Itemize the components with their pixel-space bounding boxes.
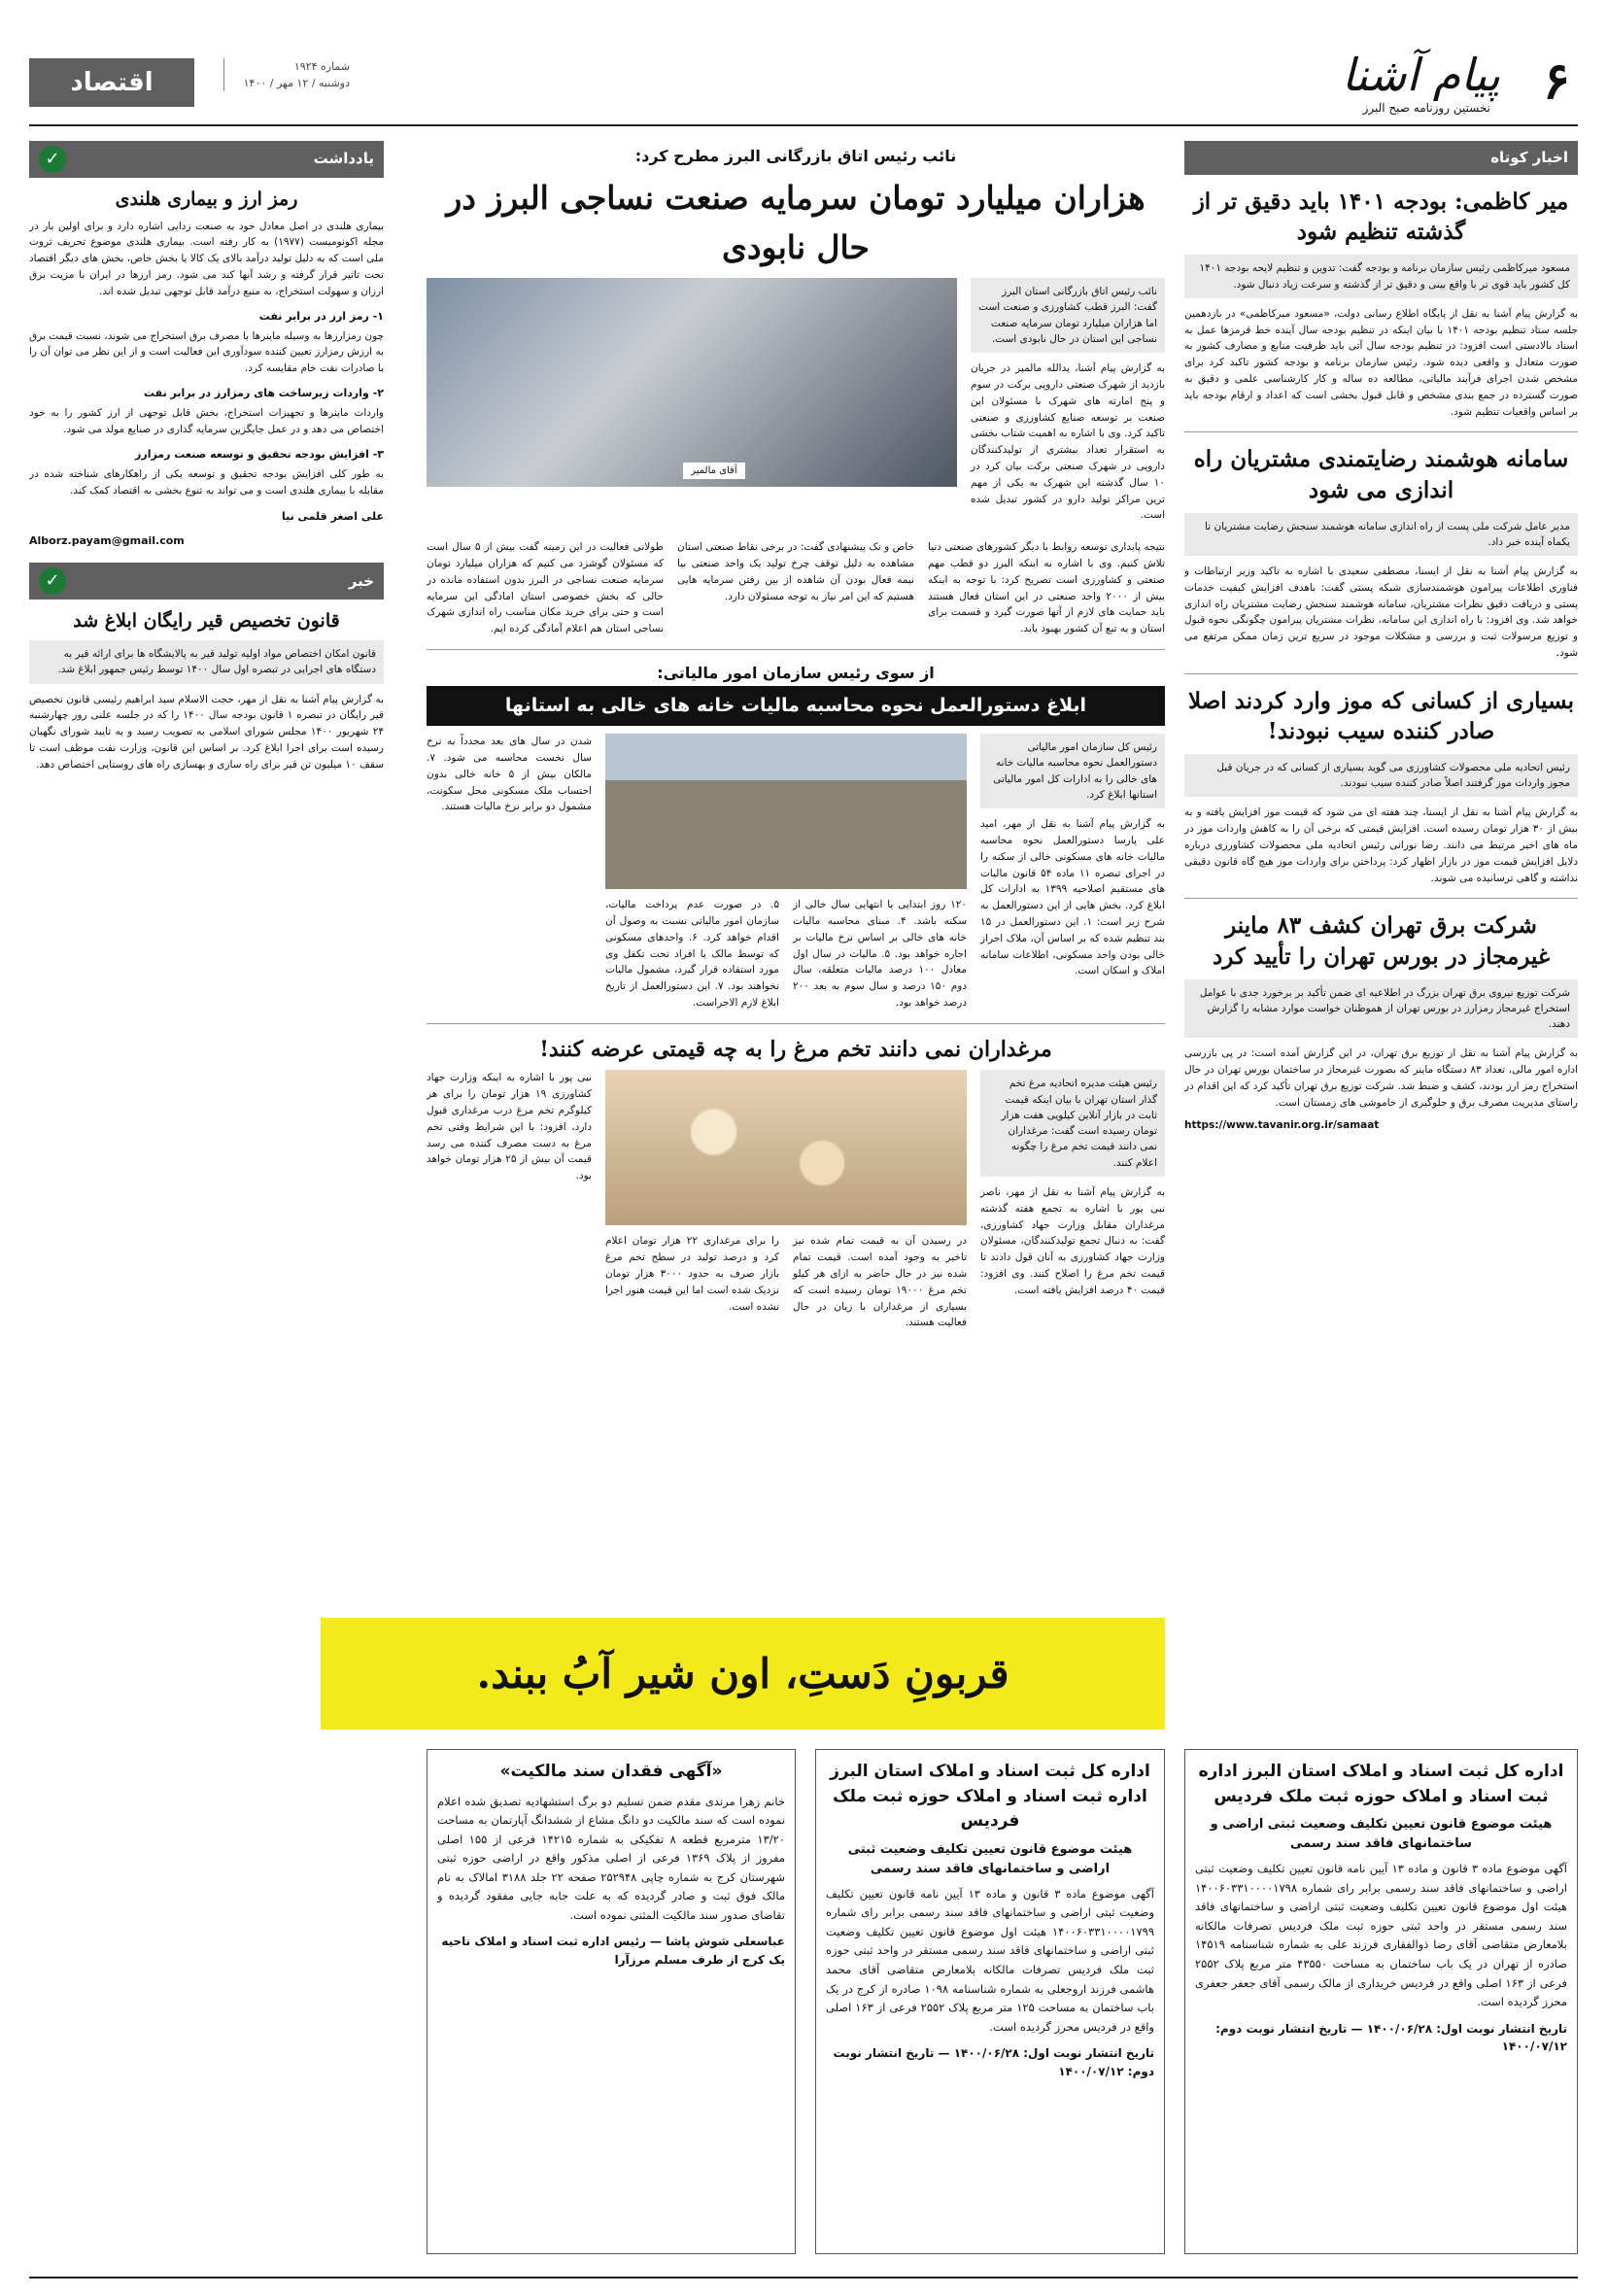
note-body: بیماری هلندی در اصل معادل خود به صنعت زدایی اشاره دارد و برای اولین بار در مجله اکونومیست (۱۹۷۷) به کار رفته است. بیماری هلندی موضوع تحریف ثروت ملی است که به دلیل تولید درآمد بالای یک کالا یا بخش خاص، بخش های دیگر اقتصاد تحت تاثیر قرار گرفته و رشد آنها کند می شود. رمز ارزها در ایران با مزیت برق ارزان و سهولت استخراج، به منبع درآمد قابل توجهی تبدیل شده اند. bbox=[29, 220, 384, 297]
body: به گزارش پیام آشنا به نقل از ایسنا، چند هفته ای می شود که قیمت موز افزایش یافته و به بیش از ۳۰ هزار تومان رسیده است. افزایش قیمتی که برخی آن را به کاهش واردات موز در ماه های اخیر مرتبط می دانند. رضا نورانی رئیس اتحادیه ملی محصولات کشاورزی درباره دلایل افزایش قیمت موز در بازار اظهار کرد: پرداختن برای واردات موز هیچ گاه قانون دقیقی نداشته و گاهی ترسانیده می شوند. bbox=[1184, 806, 1578, 884]
check-icon: ✓ bbox=[39, 567, 66, 595]
headline: مرغداران نمی دانند تخم مرغ را به چه قیمتی عرضه کنند! bbox=[539, 1036, 1052, 1062]
notice-signature: عباسعلی شوش پاشا — رئیس اداره ثبت اسناد و املاک ناحیه یک کرج از طرف مسلم مرزآرا bbox=[441, 1935, 785, 1967]
news-banana bbox=[1184, 686, 1578, 887]
newspaper-logo: پیام آشنا bbox=[1341, 49, 1500, 101]
notice-body: آگهی موضوع ماده ۳ قانون و ماده ۱۳ آیین نامه قانون تعیین تکلیف وضعیت ثبتی اراضی و ساختمانهای فاقد سند رسمی برابر رای شماره ۱۴۰۰۶۰۳۳۱۰۰۰۰۱۷۹۹ هیئت اول موضوع قانون تعیین تکلیف وضعیت ثبتی اراضی و ساختمانهای فاقد سند رسمی مستقر در واحد ثبتی حوزه ثبت ملک فردیس تصرفات مالکانه بلامعارض متقاضی آقای محمد هاشمی فرزند اروجعلی به شماره شناسنامه ۱۰۹۸ صادره از کرج در یک باب ساختمان به مساحت ۱۲۵ متر مربع پلاک ۲۵۵۲ فرعی از ۱۶۳ اصلی واقع در فردیس محرز گردیده است. bbox=[826, 1886, 1154, 2034]
note-item-heading: ۲- واردات زیرساخت های رمزارز در برابر نفت bbox=[144, 387, 384, 400]
water-saving-ad: قربونِ دَستِ، اون شیر آبُ ببند. bbox=[321, 1618, 1165, 1730]
notice-dates: تاریخ انتشار نوبت اول: ۱۴۰۰/۰۶/۲۸ — تاریخ انتشار نوبت دوم: ۱۴۰۰/۰۷/۱۲ bbox=[1215, 2021, 1567, 2054]
body: به گزارش پیام آشنا به نقل از پایگاه اطلاع رسانی دولت، «مسعود میرکاظمی» در بازدهمین جلسه ستاد تنظیم بودجه ۱۴۰۱ با بیان اینکه در تنظیم بودجه سال آینده خط قرمزها عمل به اسناد بالادستی است افزود: در تنظیم بودجه سال آتی باید ظرفیت منابع و مصارف کشور به صورت متعادل و واقعی دیده شود. رئیس سازمان برنامه و بودجه کشور تاکید کرد برای مشخص شدن اجرای فرآیند مالیاتی، مطالعه ده ساله و کار کارشناسی علمی و دقیق به صورت گسترده در جمع بندی مشخص و قابل قبول بخشی است که اعداد و ارقام بودجه باید بر اساس واقعیات تنظیم شود. bbox=[1184, 307, 1578, 418]
lead: شرکت توزیع نیروی برق تهران بزرگ در اطلاعیه ای ضمن تأکید بر برخورد جدی با عوامل استخراج غیرمجاز رمزارز در بورس تهران از هموطنان خواست موارد مشابه را گزارش دهند. bbox=[1184, 979, 1578, 1039]
issue-info bbox=[223, 58, 350, 91]
body-col: نتیجه پایداری توسعه روابط با دیگر کشورهای صنعتی دنیا تلاش کنیم. وی با اشاره به اینکه البرز دو قطب مهم صنعتی و کشاورزی است تصریح کرد: با توجه به اینکه بیش از ۲۰۰۰ واحد صنعتی در این استان فعال هستند باید حمایت های لازم از آنها صورت گیرد و قسمت برای استان و به تبع آن کشور بهبود یابد. bbox=[928, 541, 1165, 635]
lead: نائب رئیس اتاق بازرگانی استان البرز گفت: البرز قطب کشاورزی و صنعت است اما هزاران میلیارد تومان سرمایه صنعت نساجی این استان در حال نابودی است. bbox=[971, 278, 1165, 353]
headline: هزاران میلیارد تومان سرمایه صنعت نساجی البرز در حال نابودی bbox=[446, 178, 1145, 266]
note-item-text: واردات ماینرها و تجهیزات استخراج، بخش قابل توجهی از ارز کشور را به خود اختصاص می دهد و در عمل جایگزین سرمایه گذاری در صنایع مولد می شود. bbox=[29, 407, 384, 435]
news-budget bbox=[1184, 187, 1578, 420]
news-body: به گزارش پیام آشنا به نقل از مهر، حجت الاسلام سید ابراهیم رئیسی قانون تخصیص قیر رایگان در تبصره ۱ قانون بودجه سال ۱۴۰۰ را که در جلسه علنی روز چهارشنبه ۲۴ شهریور ۱۴۰۰ مجلس شورای اسلامی به تصویب رسید و به تایید شورای نگهبان رسیده است برای اجرا ابلاغ کرد. بر اساس این قانون، وزارت نفت موظف است تا سقف ۱۰ میلیون تن قیر برای راه سازی و بهسازی راه های روستایی اختصاص دهد. bbox=[29, 693, 384, 771]
notice-body: خانم زهرا مرندی مقدم ضمن تسلیم دو برگ استشهادیه تصدیق شده اعلام نموده است که سند مالکیت دو دانگ مشاع از ششدانگ آپارتمان به مساحت ۱۳/۲۰ مترمربع قطعه ۸ تفکیکی به شماره ۱۴۲۱۵ فرعی از ۱۵۵ اصلی مفروز از پلاک ۱۳۶۹ فرعی از اصلی مذکور واقع در اراضی حوزه ثبتی شهرستان کرج به شماره چاپی ۲۵۲۹۴۸ صفحه ۲۲ جلد ۳۱۸۸ امالاک به نام مالک فوق ثبت و صادر گردیده که به علت جابه جایی مفقود گردیده و تقاضای صدور سند مالکیت المثنی نموده است. bbox=[437, 1794, 785, 1922]
body-col: را برای مرغداری ۲۲ هزار تومان اعلام کرد و درصد تولید در سطح تخم مرغ بازار صرف به حدود ۳۰۰۰ هزار تومان نزدیک شده است اما این قیمت هنوز اجرا نشده است. bbox=[605, 1235, 779, 1313]
body-col: ۱۲۰ روز ابتدایی یا انتهایی سال خالی از سکنه باشد. ۴. مبنای محاسبه مالیات خانه های خالی بر اساس نرخ مالیات بر اجاره خواهد بود. ۵. مالیات در سال اول معادل ۱۰۰ درصد مالیات متعلقه، سال دوم ۱۵۰ درصد و سال سوم به بعد ۲۰۰ درصد خواهد بود. bbox=[793, 899, 968, 1009]
notice-title: اداره کل ثبت اسناد و املاک استان البرز اداره ثبت اسناد و املاک حوزه ثبت ملک فردیس bbox=[1198, 1762, 1564, 1806]
tagline: نخستین روزنامه صبح البرز bbox=[1362, 101, 1490, 115]
issue-number: شماره ۱۹۲۴ bbox=[293, 60, 350, 73]
notice-title: «آگهی فقدان سند مالکیت» bbox=[499, 1762, 723, 1781]
page-number: ۶ bbox=[1543, 51, 1570, 111]
body: به گزارش پیام آشنا به نقل از توزیع برق تهران، در این گزارش آمده است: در پی بازرسی اداره امور مالی، تعداد ۸۳ دستگاه ماینر که بصورت غیرمجاز در ساختمان بورس تهران در حال استخراج رمز ارز بودند، کشف و ضبط شد. شرکت توزیع برق تهران تأکید کرد که این اقدام در راستای مدیریت مصرف برق و جلوگیری از خاموشی های زمستان است. bbox=[1184, 1047, 1578, 1109]
body-col: خاص و نک پیشنهادی گفت: در برخی نقاط صنعتی استان مشاهده به دلیل توقف چرخ تولید یک واحد صنعتی بیا نیمه فعال بودن آن شاهده از بین رفتن سرمایه هایی هستیم که این امر نیاز به توجه مسئولان دارد. bbox=[677, 541, 914, 602]
notice-title: اداره کل ثبت اسناد و املاک استان البرز اداره ثبت اسناد و املاک حوزه ثبت ملک فردیس bbox=[830, 1762, 1150, 1831]
headline: میر کاظمی: بودجه ۱۴۰۱ باید دقیق تر از گذشته تنظیم شود bbox=[1193, 188, 1569, 246]
short-news-column bbox=[1184, 141, 1578, 1608]
kicker: نائب رئیس اتاق بازرگانی البرز مطرح کرد: bbox=[634, 147, 957, 165]
news-lead: قانون امکان اختصاص مواد اولیه تولید قیر به پالایشگاه ها برای ارائه قیر به دستگاه های اجرایی در تبصره اول سال ۱۴۰۰ توسط رئیس جمهور ابلاغ شد. bbox=[29, 640, 384, 684]
divider bbox=[427, 649, 1165, 650]
note-item bbox=[29, 308, 384, 377]
check-icon: ✓ bbox=[39, 146, 66, 173]
article-textile bbox=[427, 145, 1165, 637]
note-header-label: یادداشت bbox=[313, 150, 374, 168]
official-photo bbox=[427, 278, 957, 487]
link[interactable]: https://www.tavanir.org.ir/samaat bbox=[1184, 1118, 1380, 1131]
author: علی اصغر قلمی نیا bbox=[281, 510, 384, 524]
article-eggs bbox=[427, 1036, 1165, 1331]
note-header bbox=[29, 141, 384, 178]
lead: مدیر عامل شرکت ملی پست از راه اندازی سامانه هوشمند سنجش رضایت مشتریان تا یکماه آینده خبر داد. bbox=[1184, 513, 1578, 557]
body: به گزارش پیام آشنا به نقل از ایسنا، مصطفی سعیدی با اشاره به تاکید وزیر ارتباطات و فناوری اطلاعات پیرامون هوشمندسازی شبکه پستی گفت: باهدف افزایش کیفیت خدمات پستی و دریافت دقیق نظرات مشتریان، سامانه هوشمند سنجش رضایت مشتریان راه اندازی خواهد شد. وی افزود: با راه اندازی این سامانه، نظرات مشتریان پیرامون چگونگی نحوه قبول و توزیع مرسولات ثبت و بررسی و مشکلات موجود در سریع ترین زمان ممکن مرتفع می شود. bbox=[1184, 565, 1578, 660]
kicker: از سوی رئیس سازمان امور مالیاتی: bbox=[657, 663, 935, 682]
body-col: در رسیدن آن به قیمت تمام شده نیز تاخیر به وجود آمده است. قیمت تمام شده نیز در حال حاضر به ازای هر کیلو تخم مرغ ۱۹۰۰۰ تومان رسیده است که بسیاری از مرغداران با زیان در حال فعالیت هستند. bbox=[793, 1235, 968, 1329]
main-articles-column bbox=[427, 141, 1165, 1608]
section-badge: اقتصاد bbox=[29, 58, 194, 107]
lead: مسعود میرکاظمی رئیس سازمان برنامه و بودجه گفت: تدوین و تنظیم لایحه بودجه ۱۴۰۱ کل کشور باید قوی تر با واقع بینی و دقیق تر از گذشته و سرعت زیاد دنبال شود. bbox=[1184, 255, 1578, 298]
body-col: طولانی فعالیت در این زمینه گفت بیش از ۵ سال است که مسئولان گوشزد می کنیم که هزاران میلیارد تومان سرمایه صنعت نساجی در البرز بدون استفاده مانده در حالی که بخش خصوصی استان امادگی این سرمایه است و حتی برای خرید مکان مناسب راه اندازی شهرک نساجی استان هم اعلام آمادگی کرده ایم. bbox=[427, 541, 665, 635]
issue-date: دوشنبه / ۱۲ مهر / ۱۴۰۰ bbox=[243, 77, 350, 90]
legal-notice bbox=[427, 1749, 796, 2254]
notice-dates: تاریخ انتشار نوبت اول: ۱۴۰۰/۰۶/۲۸ — تاریخ انتشار نوبت دوم: ۱۴۰۰/۰۷/۱۲ bbox=[833, 2046, 1154, 2078]
photo-caption: آقای مالمیر bbox=[683, 463, 744, 480]
buildings-photo bbox=[605, 734, 967, 889]
note-item-text: چون رمزارزها به وسیله ماینرها با مصرف برق استخراج می شوند، نسبت قیمت برق به ارزش رمزارز تعیین کننده سودآوری این فعالیت است و از این نظر می توان آن را با صادرات نفت خام مقایسه کرد. bbox=[29, 329, 384, 375]
headline: ابلاغ دستورالعمل نحوه محاسبه مالیات خانه های خالی به استانها bbox=[427, 686, 1165, 726]
headline: سامانه هوشمند رضایتمندی مشتریان راه اندازی می شود bbox=[1193, 446, 1569, 503]
divider bbox=[1184, 673, 1578, 674]
left-column bbox=[29, 141, 384, 2296]
note-item bbox=[29, 385, 384, 438]
lead: رئیس هیئت مدیره اتحادیه مرغ تخم گذار استان تهران با بیان اینکه قیمت ثابت در بازار آنلاین کیلویی هفت هزار تومان رسیده است گفت: مرغداران نمی دانند قیمت تخم مرغ را چگونه اعلام کنند. bbox=[980, 1070, 1165, 1177]
body-col: به گزارش پیام آشنا به نقل از مهر، امید علی پارسا دستورالعمل نحوه محاسبه مالیات خانه های مسکونی خالی از سکنه را در اجرای تبصره ۱۱ ماده ۵۴ قانون مالیات های مستقیم اصلاحیه ۱۳۹۹ به ادارات کل ابلاغ کرد. بخش هایی از این دستورالعمل به شرح زیر است: ۱. این دستورالعمل در ۱۵ بند تنظیم شده که بر اساس آن، ملاک احراز خالی بودن واحد مسکونی، اطلاعات سامانه املاک و اسکان است. bbox=[980, 818, 1165, 977]
note-item-text: به طور کلی افزایش بودجه تحقیق و توسعه یکی از راهکارهای شناخته شده در مقابله با بیماری هلندی است و می تواند به تنوع بخشی به اقتصاد کمک کند. bbox=[29, 467, 384, 497]
divider bbox=[1184, 431, 1578, 432]
article-tax bbox=[427, 662, 1165, 1011]
footer-rule bbox=[29, 2277, 1578, 2279]
body-col: به گزارش پیام آشنا، یدالله مالمیر در جریان بازدید از شهرک صنعتی داروپی برکت در سوم و پنج امارته های شهرک با مسئولان این صنعت بر توسعه صنایع کشاورزی و صنعتی تاکید کرد. وی با اشاره به اهمیت شتاب بخشی به استقرار تعداد بیشتری از تولیدکنندگان دارویی در شهرک صنعتی برکت بیان کرد در ۱۰ سال گذشته این شهرک به یکی از مهم ترین مراکز تولید دارو در کشور تبدیل شده است. bbox=[971, 362, 1165, 522]
note-item bbox=[29, 446, 384, 499]
news-post bbox=[1184, 444, 1578, 661]
news-header bbox=[29, 563, 384, 600]
note-item-heading: ۱- رمز ارز در برابر نفت bbox=[258, 309, 384, 323]
notice-body: آگهی موضوع ماده ۳ قانون و ماده ۱۳ آیین نامه قانون تعیین تکلیف وضعیت ثبتی اراضی و ساختمانهای فاقد سند رسمی برابر رای شماره ۱۴۰۰۶۰۳۳۱۰۰۰۰۱۷۹۸ هیئت اول موضوع قانون تعیین تکلیف وضعیت ثبتی اراضی و ساختمانهای فاقد سند رسمی مستقر در واحد ثبتی حوزه ثبت ملک فردیس تصرفات مالکانه بلامعارض متقاضی آقای رضا ذوالفقاری فرزند علی به شماره شناسنامه ۱۴۵۱۹ صادره از تهران در یک باب ساختمان به مساحت ۴۳۵۵۰ متر مربع پلاک ۲۵۵۲ فرعی از ۱۶۳ اصلی واقع در فردیس خریداری از مالک رسمی آقای جعفر جعفری محرز گردیده است. bbox=[1195, 1862, 1568, 2009]
legal-notice bbox=[1184, 1749, 1578, 2254]
headline: شرکت برق تهران کشف ۸۳ ماینر غیرمجاز در بورس تهران را تأیید کرد bbox=[1213, 912, 1550, 970]
note-item-heading: ۳- افزایش بودجه تحقیق و توسعه صنعت رمزارز bbox=[135, 447, 384, 461]
legal-notice bbox=[815, 1749, 1165, 2254]
short-news-header: اخبار کوتاه bbox=[1184, 141, 1578, 175]
eggs-photo bbox=[605, 1070, 967, 1225]
lead: رئیس کل سازمان امور مالیاتی دستورالعمل نحوه محاسبه مالیات خانه های خالی را به ادارات کل امور مالیاتی استانها ابلاغ کرد. bbox=[980, 734, 1165, 808]
news-title: قانون تخصیص قیر رایگان ابلاغ شد bbox=[73, 610, 340, 633]
body-col: ۵. در صورت عدم پرداخت مالیات، سازمان امور مالیاتی نسبت به وصول آن اقدام خواهد کرد. ۶. واحدهای مسکونی که توسط مالک یا افراد تحت تکفل وی مورد استفاده قرار گیرد، مشمول مالیات نخواهند بود. ۷. این دستورالعمل از تاریخ ابلاغ لازم الاجراست. bbox=[605, 899, 779, 1009]
body-col: به گزارش پیام آشنا به نقل از مهر، ناصر نبی پور با اشاره به تجمع هفته گذشته مرغداران مقابل وزارت جهاد کشاورزی، گفت: به دنبال تجمع تولیدکنندگان، مسئولان وزارت جهاد کشاورزی به آنان قول دادند تا قیمت تخم مرغ را اصلاح کنند. وی افزود: قیمت ۴۰ درصد افزایش یافته است. bbox=[980, 1185, 1165, 1296]
lead: رئیس اتحادیه ملی محصولات کشاورزی می گوید بسیاری از کسانی که در جریان قبل مجوز واردات موز گرفتند اصلاً صادر کننده سیب نبودند. bbox=[1184, 754, 1578, 798]
news-header-label: خبر bbox=[348, 571, 374, 590]
body-col: شدن در سال های بعد مجدداً به نرخ سال نخست محاسبه می شود. ۷. مالکان بیش از ۵ خانه خالی بدون احتساب ملک مسکونی محل سکونت، مشمول دو برابر نرخ مالیات هستند. bbox=[427, 736, 592, 813]
page-header bbox=[29, 29, 1578, 126]
body-col: نبی پور با اشاره به اینکه وزارت جهاد کشاورزی ۱۹ هزار تومان را برای هر کیلوگرم تخم مرغ درب مرغداری قبول دارد، افزود: با این شرایط وقتی تخم مرغ به دست مصرف کننده می رسد قیمت آن بیش از ۲۵ هزار تومان خواهد بود. bbox=[427, 1072, 593, 1182]
divider bbox=[427, 1023, 1165, 1024]
note-title: رمز ارز و بیماری هلندی bbox=[115, 188, 298, 210]
news-miners bbox=[1184, 910, 1578, 1133]
email[interactable]: Alborz.payam@gmail.com bbox=[29, 534, 185, 548]
notice-subtitle: هیئت موضوع قانون تعیین تکلیف وضعیت ثبتی اراضی و ساختمانهای فاقد سند رسمی bbox=[1210, 1817, 1553, 1852]
notice-subtitle: هیئت موضوع قانون تعیین تکلیف وضعیت ثبتی اراضی و ساختمانهای فاقد سند رسمی bbox=[847, 1841, 1133, 1876]
divider bbox=[1184, 898, 1578, 899]
headline: بسیاری از کسانی که موز وارد کردند اصلا صادر کننده سیب نبودند! bbox=[1187, 687, 1574, 744]
